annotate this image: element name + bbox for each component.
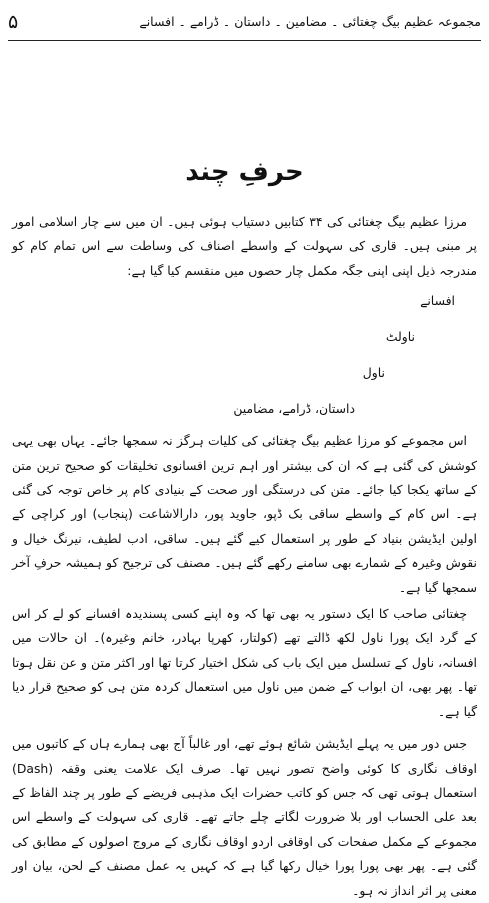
chapter-title: حرفِ چند bbox=[185, 157, 304, 187]
body-text bbox=[12, 210, 477, 903]
page-header bbox=[8, 4, 481, 41]
list-item: ناولٹ bbox=[385, 329, 415, 345]
paragraph-4: جس دور میں یہ پہلے ایڈیشن شائع ہوئے تھے، اور غالباً آج بھی ہمارے ہاں کے کاتبوں میں اوقاف نگاری کا کوئی واضح تصور نہیں تھا۔ صرف ایک علامت یعنی وقفہ (Dash) استعمال ہوتی تھی کہ جس کو کاتب حضرات ایک مذہبی فریضے کے طور پر چند الفاظ کے بعد علی الحساب اور بلا ضرورت لگاتے چلے جاتے تھے۔ قاری کی سہولت کے واسطے اس مجموعے کے مکمل صفحات کی اوقافی اردو اوقاف نگاری کے مروج اصولوں کے مطابق کی گئی ہے۔ پھر بھی پورا پورا خیال رکھا گیا ہے کہ کہیں یہ عمل مصنف کے لحن، بیان اور معنی پر اثر انداز نہ ہو۔ bbox=[12, 736, 477, 898]
running-head: مجموعہ عظیم بیگ چغتائی ۔ مضامین ۔ داستان ۔ ڈرامے ۔ افسانے bbox=[139, 14, 481, 29]
list-item: افسانے bbox=[420, 293, 455, 309]
paragraph-3: چغتائی صاحب کا ایک دستور یہ بھی تھا کہ وہ اپنے کسی پسندیدہ افسانے کو لے کر اس کے گرد ایک پورا ناول لکھ ڈالتے تھے (کولتار، کھرپا بہادر، خانم وغیرہ)۔ ان حالات میں افسانہ، ناول کے تسلسل میں ایک باب کی شکل اختیار کرتا تھا اور اکثر متن و عن نقل ہوتا تھا۔ پھر بھی، ان ابواب کے ضمن میں ناول میں استعمال کردہ متن ہی کو صحیح قرار دیا گیا ہے۔ bbox=[12, 606, 477, 719]
page-number: ۵ bbox=[8, 11, 19, 33]
list-item: داستان، ڈرامے، مضامین bbox=[233, 401, 355, 417]
intro-paragraph: مرزا عظیم بیگ چغتائی کی ۳۴ کتابیں دستیاب ہوئی ہیں۔ ان میں سے چار اسلامی امور پر مبنی ہیں۔ قاری کی سہولت کے واسطے اصناف کی وساطت سے اس تمام کام کو مندرجہ ذیل اپنی اپنی جگہ مکمل چار حصوں میں منقسم کیا گیا ہے: bbox=[12, 214, 477, 278]
list-item: ناول bbox=[362, 365, 385, 381]
paragraph-2: اس مجموعے کو مرزا عظیم بیگ چغتائی کی کلیات ہرگز نہ سمجھا جائے۔ یہاں بھی یہی کوشش کی گئی ہے کہ ان کی بیشتر اور اہم ترین افسانوی تخلیقات کو صحیح ترین متن کے ساتھ یکجا کیا جائے۔ متن کی درستگی اور صحت کے بنیادی کام پر خاص توجہ کی گئی ہے۔ اس کام کے واسطے ساقی بک ڈپو، جاوید پور، دارالاشاعت (پنجاب) اور کراچی کے اولین ایڈیشن بنیاد کے طور پر استعمال کیے گئے ہیں۔ ساقی، ادب لطیف، نیرنگ خیال و نقوش وغیرہ کے شمارے بھی سامنے رکھے گئے ہیں۔ مصنف کی ترجیح کو ہمیشہ حرفِ آخر سمجھا گیا ہے۔ bbox=[12, 433, 477, 595]
section-list bbox=[12, 283, 477, 427]
